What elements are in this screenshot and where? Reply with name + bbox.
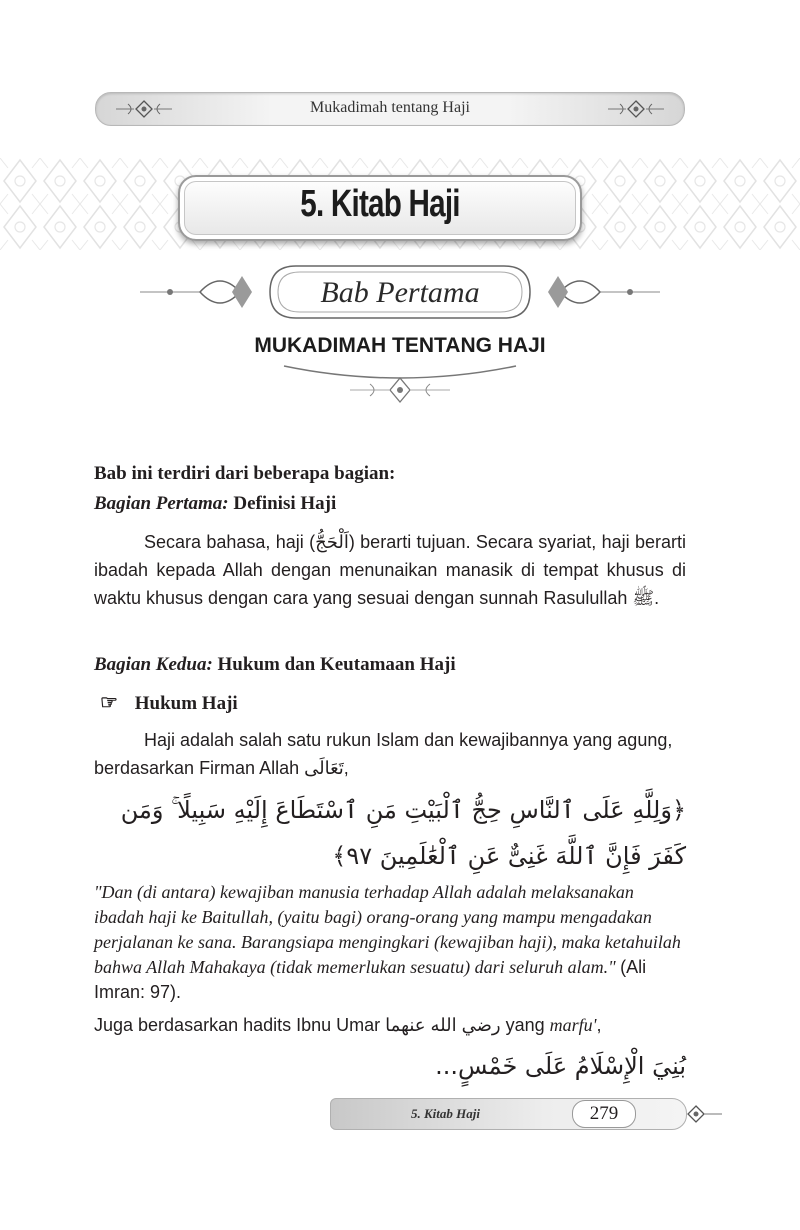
- verse-translation: [94, 880, 686, 1005]
- section-2-heading: [94, 651, 686, 678]
- heading-ornament-icon: [280, 360, 520, 412]
- section-1-label: Bagian Pertama:: [94, 493, 229, 514]
- hadits-arabic: بُنِيَ الْإِسْلَامُ عَلَى خَمْسٍ...: [435, 1052, 686, 1080]
- hadits-intro: [94, 1012, 686, 1039]
- footer-chapter: 5. Kitab Haji: [411, 1106, 480, 1121]
- section-1-text: Secara bahasa, haji (اَلْحَجُّ) berarti tujuan. Secara syariat, haji berarti ibadah kepada Allah dengan menunaikan manasik di tempat khusus di waktu khusus dengan cara yang sesuai dengan sunnah Rasulullah ﷺ.: [94, 532, 686, 608]
- ornament-icon: [606, 99, 666, 119]
- bab-label: Bab Pertama: [320, 276, 480, 309]
- translation-text: "Dan (di antara) kewajiban manusia terhadap Allah adalah melaksanakan ibadah haji ke Baitullah, (yaitu bagi) orang-orang yang mampu mengadakan perjalanan ke sana. Barangsiapa mengingkari (kewajiban haji), maka ketahuilah bahwa Allah Mahakaya (tidak memerlukan sesuatu) dari seluruh alam.": [94, 882, 681, 977]
- main-heading: MUKADIMAH TENTANG HAJI: [254, 334, 546, 357]
- translation-reference: (Ali Imran: 97).: [94, 957, 647, 1002]
- section-2-text: Haji adalah salah satu rukun Islam dan kewajibannya yang agung, berdasarkan Firman Allah تَعَالَى,: [94, 730, 673, 778]
- header-title: Mukadimah tentang Haji: [310, 99, 470, 116]
- hukum-haji-label: Hukum Haji: [134, 693, 238, 714]
- quran-verse: ﴿وَلِلَّهِ عَلَى ٱلنَّاسِ حِجُّ ٱلْبَيْتِ مَنِ ٱسْتَطَاعَ إِلَيْهِ سَبِيلًا ۚ وَمَن كَفَرَ فَإِنَّ ٱللَّهَ غَنِىٌّ عَنِ ٱلْعَٰلَمِينَ ٩٧﴾: [120, 796, 686, 870]
- hadits-prefix: Juga berdasarkan hadits Ibnu Umar رضي الله عنهما yang: [94, 1015, 545, 1035]
- page-footer: [330, 1098, 687, 1130]
- chapter-title-box: [178, 175, 582, 241]
- hadits-marfu: marfu': [549, 1015, 597, 1035]
- hadits-suffix: ,: [596, 1015, 602, 1035]
- section-1-title: Definisi Haji: [233, 493, 337, 514]
- hukum-haji-heading: [100, 690, 238, 715]
- section-1-heading: [94, 490, 686, 517]
- running-header: [95, 92, 685, 126]
- pointing-hand-icon: ☞: [100, 692, 118, 714]
- page-number: 279: [572, 1100, 636, 1128]
- ornament-icon: [666, 1104, 726, 1124]
- chapter-title: 5. Kitab Haji: [300, 183, 460, 225]
- section-2-title: Hukum dan Keutamaan Haji: [217, 654, 456, 675]
- section-2-label: Bagian Kedua:: [94, 654, 213, 675]
- intro-text: Bab ini terdiri dari beberapa bagian:: [94, 463, 396, 484]
- bab-frame: [140, 262, 660, 322]
